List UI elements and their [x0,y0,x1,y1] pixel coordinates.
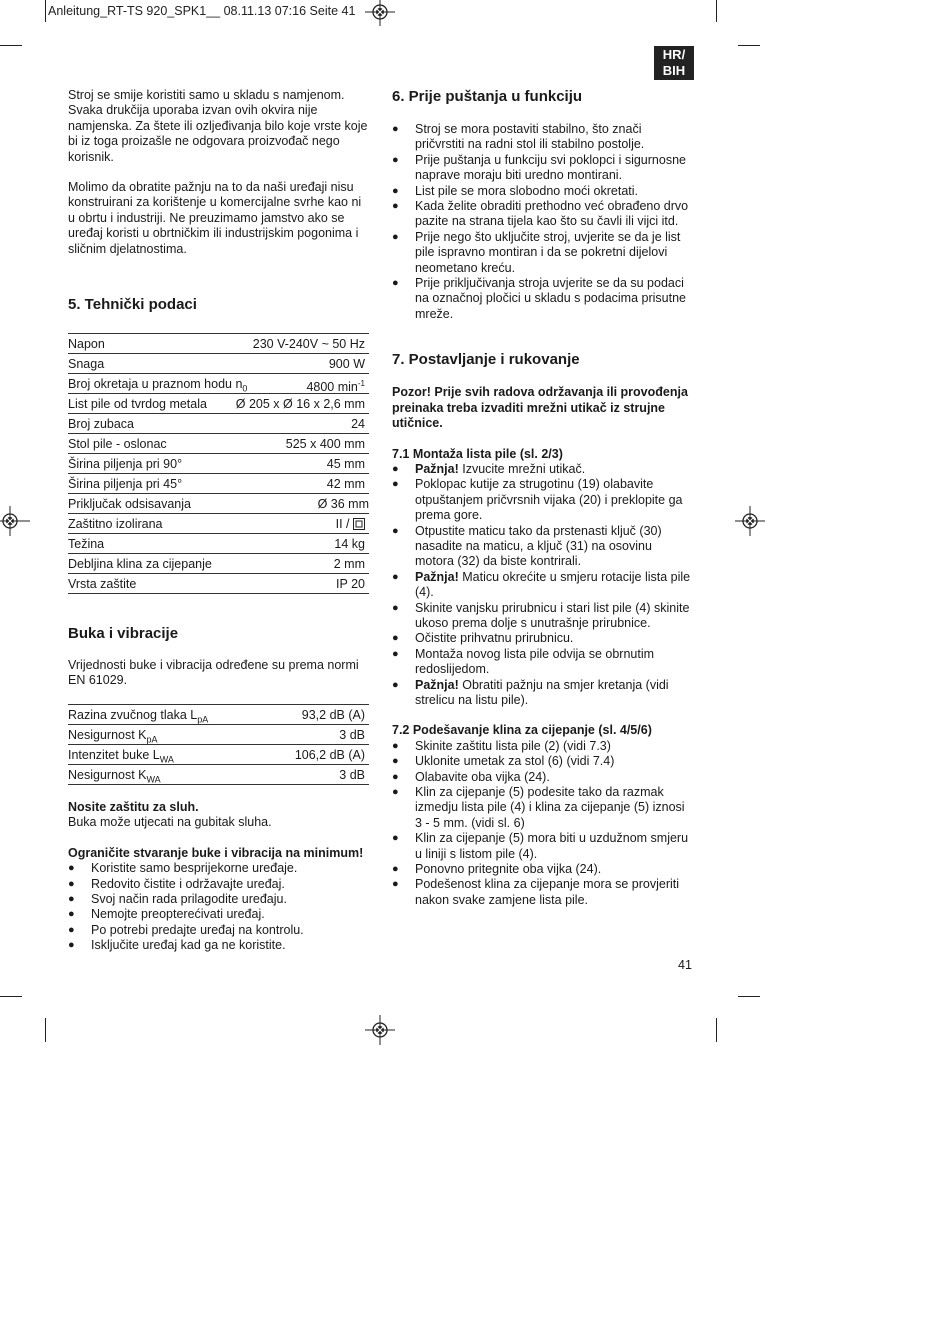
row-label [68,705,208,724]
row-label-subscript: pA [146,734,158,745]
row-label: Težina [68,537,105,552]
row-label: Širina piljenja pri 90° [68,457,183,472]
list-item: ● Prije puštanja u funkciju svi poklopci i sigurnosne naprave moraju biti uredno montirani. [392,153,694,184]
list-item: ● Prije priključivanja stroja uvjerite se da su podaci na označnoj pločici u skladu s podacima prisutne mreže. [392,276,694,322]
list-item [392,477,694,523]
row-label-text: Nesigurnost K [68,727,147,742]
row-value: 106,2 dB (A) [294,747,365,762]
row-value [336,514,369,533]
section-7-heading: 7. Postavljanje i rukovanje [392,351,580,369]
crop-mark [716,0,717,22]
item-text: Montaža novog lista pile odvija se obrnutim redoslijedom. [415,646,655,677]
tech-data-table [68,333,369,594]
item-bold: Pažnja! [415,677,459,692]
list-item [392,601,694,632]
noise-heading: Buka i vibracije [68,625,179,643]
row-label-text: Razina zvučnog tlaka L [68,707,198,722]
item-bold: Pažnja! [415,569,459,584]
left-column [68,88,370,954]
list-item: ● Ponovno pritegnite oba vijka (24). [392,862,694,877]
item-text: Očistite prihvatnu prirubnicu. [415,631,574,646]
item-text: Skinite vanjsku prirubnicu i stari list pile (4) skinite ukoso prema dolje s unutrašnje prirubnice. [415,600,690,630]
crop-mark [738,996,760,997]
row-value: 3 dB [339,727,365,742]
print-slug: Anleitung_RT-TS 920_SPK1__ 08.11.13 07:16 Seite 41 [48,4,356,18]
noise-table [68,704,369,785]
table-row [68,454,369,474]
row-value: 42 mm [326,477,365,492]
list-item: ● Klin za cijepanje (5) mora biti u uzdužnom smjeru u liniji s listom pile (4). [392,831,694,862]
row-label [68,765,161,784]
crop-mark [45,1018,46,1042]
table-row [68,354,369,374]
registration-mark-icon [365,1015,395,1045]
table-row [68,414,369,434]
row-value: 525 x 400 mm [285,437,365,452]
list-item: ● Isključite uređaj kad ga ne koristite. [68,938,370,953]
row-value [306,374,369,393]
list-item: ● Prije nego što uključite stroj, uvjerite se da je list pile ispravno montiran i da se pokretni dijelovi neometano kreću. [392,230,694,276]
list-item: ● Svoj način rada prilagodite uređaju. [68,892,370,907]
row-label: Vrsta zaštite [68,577,137,592]
registration-mark-icon [365,0,395,30]
row-value: 900 W [328,357,365,372]
row-value-superscript: -1 [357,379,365,389]
row-value: 3 dB [339,767,365,782]
row-label: Snaga [68,357,105,372]
section-6-heading: 6. Prije puštanja u funkciju [392,88,583,105]
table-row [68,514,369,534]
row-label: Stol pile - oslonac [68,437,167,452]
crop-mark [738,45,760,46]
row-label-text: Intenzitet buke L [68,747,160,762]
row-label [68,725,158,744]
list-item: ● Kada želite obraditi prethodno već obrađeno drvo pazite na strana tijela kao što su čavli ili vijci itd. [392,199,694,230]
item-text: Maticu okrećite u smjeru rotacije lista pile (4). [415,569,691,600]
list-item: ● Nemojte preopterećivati uređaj. [68,907,370,922]
row-value: 45 mm [326,457,365,472]
row-value: 14 kg [334,537,365,552]
section-7-2-list [392,739,694,908]
list-item: ● Koristite samo besprijekorne uređaje. [68,861,370,876]
row-value: 93,2 dB (A) [301,707,365,722]
list-item: ● List pile se mora slobodno moći okretati. [392,184,694,199]
intro-paragraph-1: Stroj se smije koristiti samo u skladu s namjenom. Svaka drukčija uporaba izvan ovih okvira nije namjenska. Za štete ili ozljeđivanja bilo koje vrste koje bi iz toga proizašle ne odgovara proizvođač nego korisnik. [68,88,368,164]
noise-intro: Vrijednosti buke i vibracija određene su prema normi EN 61029. [68,658,359,688]
table-row [68,704,369,725]
section-7-1-list [392,462,694,709]
item-bold: Pažnja! [415,461,459,476]
list-item: ● Po potrebi predajte uređaj na kontrolu. [68,923,370,938]
table-row [68,494,369,514]
row-value: 230 V-240V ~ 50 Hz [252,337,365,352]
list-item [392,462,694,477]
list-item [392,647,694,678]
item-text: Otpustite maticu tako da prstenasti ključ (30) nasadite na maticu, a ključ (31) na osovinu motora (32) da biste kontrirali. [415,523,662,569]
list-item: ● Olabavite oba vijka (24). [392,770,694,785]
list-item [392,678,694,709]
section-6-list [392,122,694,322]
row-label-subscript: WA [159,754,174,765]
list-item: ● Podešenost klina za cijepanje mora se provjeriti nakon svake zamjene lista pile. [392,877,694,908]
item-text: Poklopac kutije za strugotinu (19) olabavite otpuštanjem pričvrsnih vijaka (20) i preklopite ga prema gore. [415,477,683,523]
row-label [68,374,247,393]
row-label-text: Broj okretaja u praznom hodu n [68,377,243,392]
row-value-text: 4800 min [306,380,358,395]
table-row [68,474,369,494]
crop-mark [0,996,22,997]
registration-mark-icon [735,506,765,536]
list-item [392,631,694,646]
row-label: List pile od tvrdog metala [68,397,207,412]
row-label-text: Nesigurnost K [68,767,147,782]
table-row [68,725,369,745]
crop-mark [0,45,22,46]
page-number: 41 [678,958,692,972]
row-label: Zaštitno izolirana [68,517,163,532]
double-insulation-icon [353,518,365,530]
table-row [68,394,369,414]
row-label [68,745,174,764]
list-item [392,524,694,570]
section-7-2-heading: 7.2 Podešavanje klina za cijepanje (sl. 4/5/6) [392,723,652,738]
row-value: IP 20 [336,577,365,592]
warning-text: Pozor! Prije svih radova održavanja ili provođenja preinaka treba izvaditi mrežni utikač iz strujne utičnice. [392,385,688,431]
row-label-subscript: WA [146,774,161,785]
intro-paragraph-2: Molimo da obratite pažnju na to da naši uređaji nisu konstruirani za korištenje u komercijalne svrhe kao ni u obrtu i industriji. Ne preuzimamo jamstvo ako se uređaj koristi u obrtničkim ili industrijskim pogonima i sličnim djelatnostima. [68,180,362,256]
limit-noise-bold: Ograničite stvaranje buke i vibracija na minimum! [68,845,364,860]
row-label: Debljina klina za cijepanje [68,557,212,572]
item-text: Obratiti pažnju na smjer kretanja (vidi strelicu na listu pile). [415,677,669,707]
crop-mark [45,0,46,22]
hearing-protection-bold: Nosite zaštitu za sluh. [68,799,199,814]
item-text: Izvucite mrežni utikač. [458,461,586,476]
table-row [68,374,369,394]
row-label: Broj zubaca [68,417,135,432]
table-row [68,554,369,574]
list-item: ● Stroj se mora postaviti stabilno, što znači pričvrstiti na radni stol ili stabilno postolje. [392,122,694,153]
table-row [68,534,369,554]
row-value: 24 [351,417,365,432]
list-item: ● Redovito čistite i održavajte uređaj. [68,877,370,892]
language-badge [654,46,694,80]
registration-mark-icon [0,506,30,536]
row-label-subscript: 0 [242,383,248,394]
row-label: Napon [68,337,105,352]
row-value-text: II / [335,517,353,532]
table-row [68,745,369,765]
badge-line-1: HR/ [662,47,686,62]
table-row [68,434,369,454]
section-7-1-heading: 7.1 Montaža lista pile (sl. 2/3) [392,446,563,461]
list-item: ● Skinite zaštitu lista pile (2) (vidi 7.3) [392,739,694,754]
row-value: Ø 36 mm [317,497,369,512]
limit-noise-list [68,861,370,953]
row-value: 2 mm [333,557,365,572]
tech-data-heading: 5. Tehnički podaci [68,296,197,314]
row-value: Ø 205 x Ø 16 x 2,6 mm [235,397,365,412]
hearing-protection-text: Buka može utjecati na gubitak sluha. [68,815,272,830]
row-label: Priključak odsisavanja [68,497,191,512]
right-column [392,88,694,908]
table-row [68,574,369,594]
row-label-subscript: pA [197,714,209,725]
table-row [68,765,369,785]
list-item: ● Klin za cijepanje (5) podesite tako da razmak izmedju lista pile (4) i klina za cijepanje (5) iznosi 3 - 5 mm. (vidi sl. 6) [392,785,694,831]
list-item [392,570,694,601]
table-row [68,333,369,354]
row-label: Širina piljenja pri 45° [68,477,183,492]
badge-line-2: BIH [662,63,686,78]
crop-mark [716,1018,717,1042]
list-item: ● Uklonite umetak za stol (6) (vidi 7.4) [392,754,694,769]
